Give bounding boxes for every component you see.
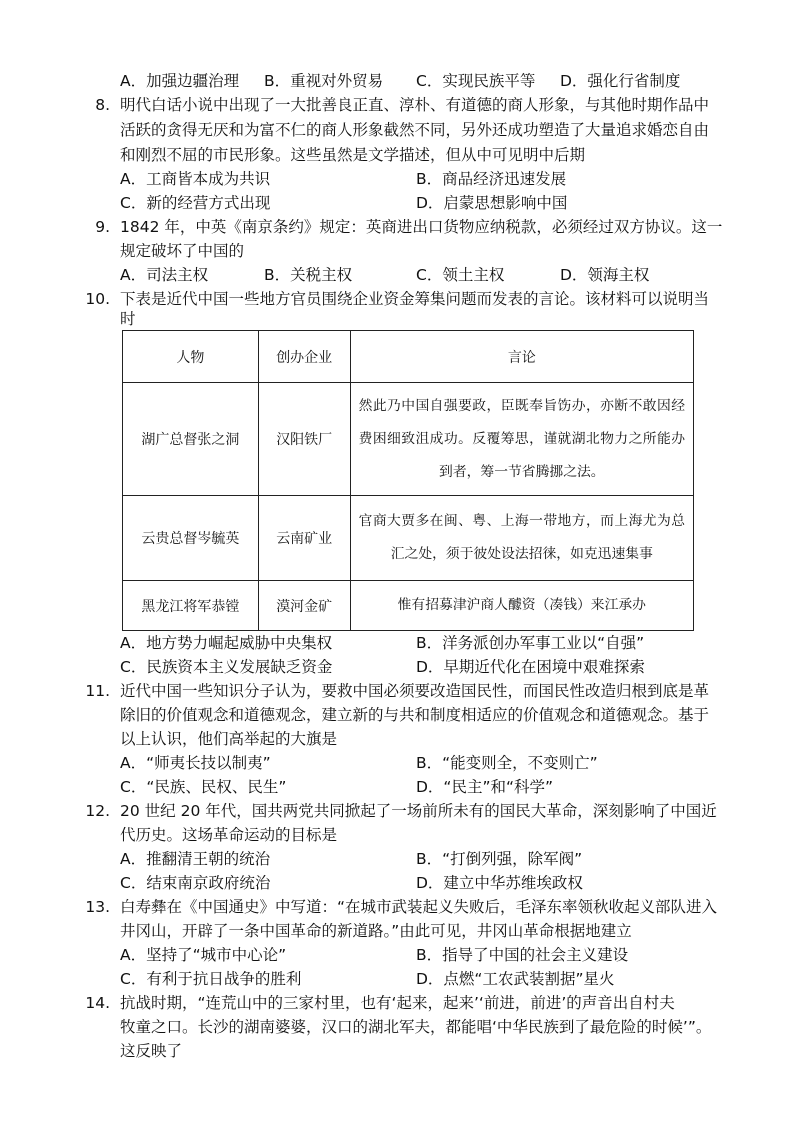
q9-stem-line: 1842 年，中英《南京条约》规定：英商进出口货物应纳税款，必须经过双方协议。这一 <box>120 218 723 236</box>
q13-option-b[interactable]: B．指导了中国的社会主义建设 <box>416 946 629 964</box>
table-row <box>123 581 694 631</box>
q12-number: 12. <box>85 802 110 820</box>
table-header-remarks: 言论 <box>350 331 693 383</box>
q8-option-b[interactable]: B．商品经济迅速发展 <box>416 170 567 188</box>
q7-option-b[interactable]: B．重视对外贸易 <box>264 72 384 90</box>
q14-stem-line: 抗战时期，“连荒山中的三家村里，也有‘起来，起来’‘前进，前进’的声音出自村夫 <box>120 994 675 1012</box>
table-cell-enterprise: 云南矿业 <box>258 496 350 581</box>
table-cell-remarks: 然此乃中国自强要政，臣既奉旨饬办，亦断不敢因经费困细致沮成功。反覆筹思，谨就湖北物力之所能办到者，筹一节省腾挪之法。 <box>350 383 693 496</box>
q14-number: 14. <box>85 994 110 1012</box>
q10-option-d[interactable]: D．早期近代化在困境中艰难探索 <box>416 658 645 676</box>
q8-stem-line: 活跃的贪得无厌和为富不仁的商人形象截然不同，另外还成功塑造了大量追求婚恋自由 <box>120 121 710 139</box>
table-cell-enterprise: 汉阳铁厂 <box>258 383 350 496</box>
table-cell-person: 湖广总督张之洞 <box>123 383 259 496</box>
q9-option-c[interactable]: C．领土主权 <box>416 266 505 284</box>
q10-option-a[interactable]: A．地方势力崛起威胁中央集权 <box>120 634 333 652</box>
q13-option-a[interactable]: A．坚持了“城市中心论” <box>120 946 287 964</box>
q14-stem-line: 牧童之口。长沙的湖南婆婆，汉口的湖北军夫，都能唱‘中华民族到了最危险的时候’”。 <box>120 1018 712 1036</box>
q10-number: 10. <box>85 290 110 308</box>
q12-option-b[interactable]: B．“打倒列强，除军阀” <box>416 850 583 868</box>
q13-option-d[interactable]: D．点燃“工农武装割据”星火 <box>416 970 615 988</box>
q13-stem-line: 井冈山，开辟了一条中国革命的新道路。”由此可见，井冈山革命根据地建立 <box>120 922 632 940</box>
q8-option-c[interactable]: C．新的经营方式出现 <box>120 194 271 212</box>
q11-stem-line: 除旧的价值观念和道德观念，建立新的与共和制度相适应的价值观念和道德观念。基于 <box>120 706 710 724</box>
q8-stem-line: 明代白话小说中出现了一大批善良正直、淳朴、有道德的商人形象，与其他时期作品中 <box>120 96 710 114</box>
q11-number: 11. <box>85 682 110 700</box>
q12-option-d[interactable]: D．建立中华苏维埃政权 <box>416 874 583 892</box>
table-cell-remarks: 官商大贾多在闽、粤、上海一带地方，而上海尤为总汇之处，须于彼处设法招徕，如克迅速集事 <box>350 496 693 581</box>
q7-option-a[interactable]: A．加强边疆治理 <box>120 72 240 90</box>
q12-option-c[interactable]: C．结束南京政府统治 <box>120 874 271 892</box>
table-header-row <box>123 331 694 383</box>
q12-option-a[interactable]: A．推翻清王朝的统治 <box>120 850 271 868</box>
q13-number: 13. <box>85 898 110 916</box>
q11-option-a[interactable]: A．“师夷长技以制夷” <box>120 754 271 772</box>
q12-stem-line: 20 世纪 20 年代，国共两党共同掀起了一场前所未有的国民大革命，深刻影响了中国近 <box>120 802 717 820</box>
q8-number: 8. <box>95 96 110 114</box>
q9-option-b[interactable]: B．关税主权 <box>264 266 353 284</box>
q8-option-d[interactable]: D．启蒙思想影响中国 <box>416 194 568 212</box>
q7-option-d[interactable]: D．强化行省制度 <box>560 72 681 90</box>
table-cell-person: 云贵总督岑毓英 <box>123 496 259 581</box>
q11-option-c[interactable]: C．“民族、民权、民生” <box>120 778 287 796</box>
q9-option-a[interactable]: A．司法主权 <box>120 266 209 284</box>
q10-stem-line: 时 <box>120 310 136 328</box>
table-header-person: 人物 <box>123 331 259 383</box>
q11-option-b[interactable]: B．“能变则全，不变则亡” <box>416 754 598 772</box>
table-cell-enterprise: 漠河金矿 <box>258 581 350 631</box>
q10-stem-line: 下表是近代中国一些地方官员围绕企业资金筹集问题而发表的言论。该材料可以说明当 <box>120 290 710 308</box>
table-cell-remarks: 惟有招募津沪商人醵资（凑钱）来江承办 <box>350 581 693 631</box>
q8-stem-line: 和刚烈不屈的市民形象。这些虽然是文学描述，但从中可见明中后期 <box>120 146 586 164</box>
q8-option-a[interactable]: A．工商皆本成为共识 <box>120 170 271 188</box>
q13-option-c[interactable]: C．有利于抗日战争的胜利 <box>120 970 302 988</box>
table-header-enterprise: 创办企业 <box>258 331 350 383</box>
q10-material-table <box>122 330 694 631</box>
table-row <box>123 496 694 581</box>
q11-stem-line: 以上认识，他们高举起的大旗是 <box>120 730 338 748</box>
table-cell-person: 黑龙江将军恭镗 <box>123 581 259 631</box>
q10-option-c[interactable]: C．民族资本主义发展缺乏资金 <box>120 658 333 676</box>
q10-option-b[interactable]: B．洋务派创办军事工业以“自强” <box>416 634 645 652</box>
q11-stem-line: 近代中国一些知识分子认为，要救中国必须要改造国民性，而国民性改造归根到底是革 <box>120 682 710 700</box>
q11-option-d[interactable]: D．“民主”和“科学” <box>416 778 554 796</box>
q13-stem-line: 白寿彝在《中国通史》中写道：“在城市武装起义失败后，毛泽东率领秋收起义部队进入 <box>120 898 718 916</box>
table-row <box>123 383 694 496</box>
q9-number: 9. <box>95 218 110 236</box>
q9-stem-line: 规定破坏了中国的 <box>120 242 245 260</box>
q7-option-c[interactable]: C．实现民族平等 <box>416 72 536 90</box>
q9-option-d[interactable]: D．领海主权 <box>560 266 650 284</box>
q14-stem-line: 这反映了 <box>120 1042 183 1060</box>
q12-stem-line: 代历史。这场革命运动的目标是 <box>120 826 338 844</box>
